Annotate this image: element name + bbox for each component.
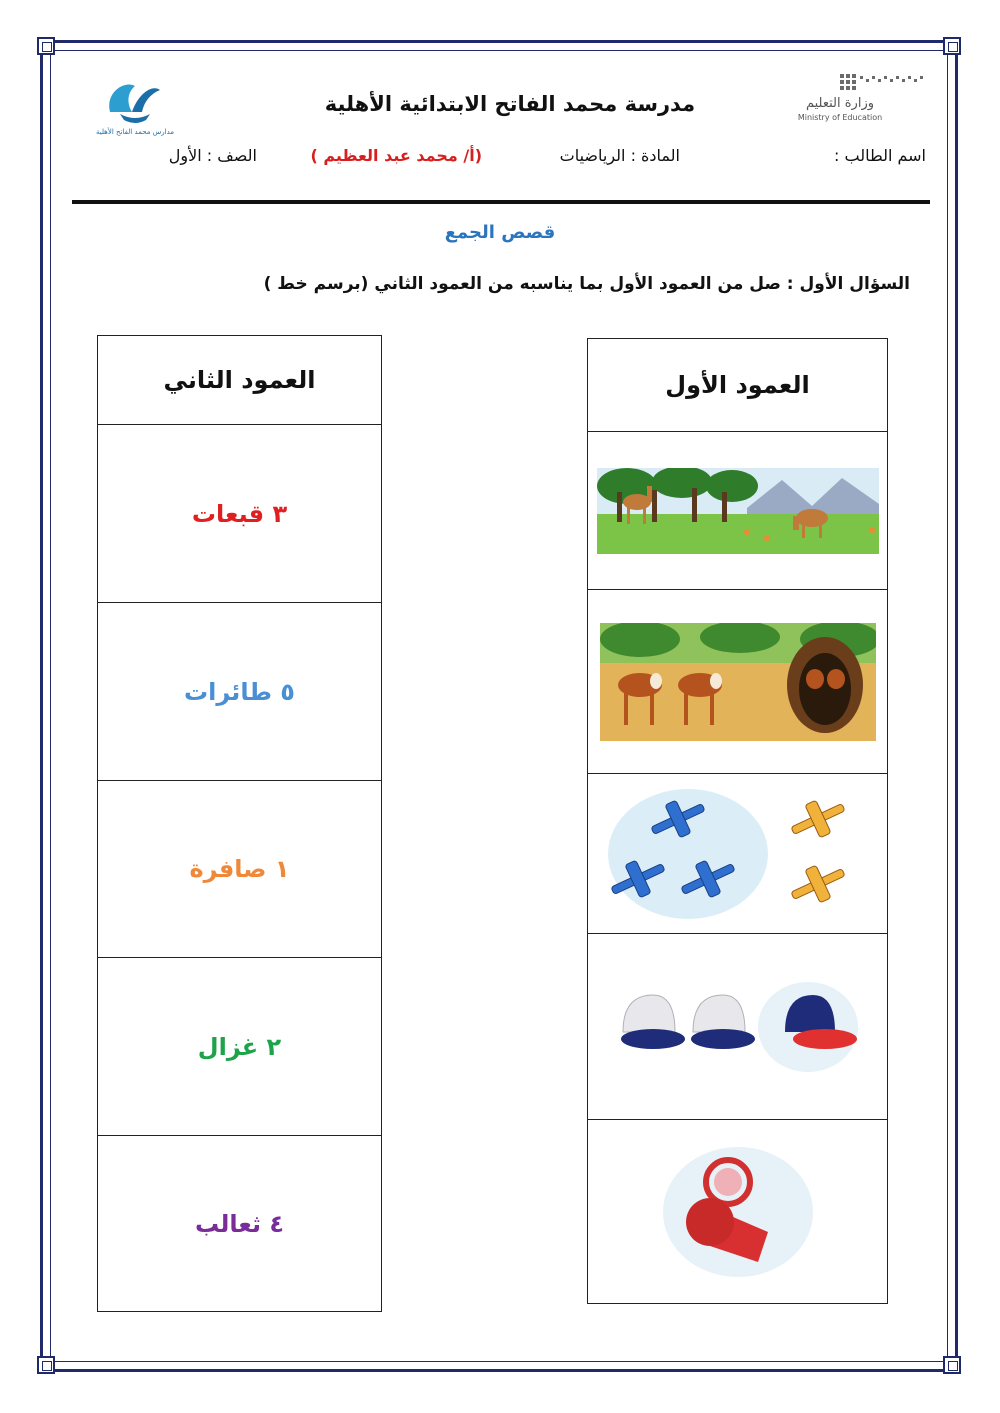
picture-cell[interactable]: [588, 933, 887, 1119]
column-two-title: العمود الثاني: [163, 366, 316, 394]
picture-cell[interactable]: [588, 773, 887, 933]
worksheet-title: قصص الجمع: [444, 222, 556, 243]
airplanes-image: [608, 784, 868, 924]
header-divider: [72, 200, 930, 204]
whistle-image: [658, 1142, 818, 1282]
ministry-logo: [790, 70, 930, 130]
corner-ornament: [37, 37, 55, 55]
grade-label: الصف : الأول: [168, 146, 257, 165]
picture-cell[interactable]: [588, 589, 887, 773]
caps-image: [613, 977, 863, 1077]
question-text: السؤال الأول : صل من العمود الأول بما يناسبه من العمود الثاني (برسم خط ): [263, 274, 910, 294]
column-one-title: العمود الأول: [665, 371, 810, 399]
student-name-label: اسم الطالب :: [834, 146, 926, 165]
answer-cell[interactable]: [98, 780, 381, 957]
answer-text: ٢ غزال: [197, 1032, 282, 1061]
answer-text: ١ صافرة: [189, 855, 290, 883]
column-one: [587, 338, 888, 1304]
answer-cell[interactable]: [98, 1135, 381, 1311]
school-logo: [80, 72, 190, 142]
column-two-header: [98, 336, 381, 424]
corner-ornament: [943, 1356, 961, 1374]
school-name: مدرسة محمد الفاتح الابتدائية الأهلية: [324, 92, 696, 116]
picture-cell[interactable]: [588, 1119, 887, 1303]
answer-cell[interactable]: [98, 424, 381, 602]
corner-ornament: [37, 1356, 55, 1374]
picture-cell[interactable]: [588, 431, 887, 589]
teacher-name: (أ/ محمد عبد العظيم ): [310, 146, 482, 165]
column-one-header: [588, 339, 887, 431]
answer-text: ٤ ثعالب: [195, 1209, 284, 1238]
answer-text: ٥ طائرات: [184, 677, 295, 706]
corner-ornament: [943, 37, 961, 55]
answer-cell[interactable]: [98, 957, 381, 1135]
ministry-name-ar: وزارة التعليم: [805, 96, 875, 111]
foxes-image: [600, 623, 876, 741]
answer-text: ٣ قبعات: [191, 499, 288, 528]
subject-label: المادة : الرياضيات: [559, 146, 680, 165]
ministry-name-en: Ministry of Education: [797, 113, 883, 122]
deer-image: [597, 468, 879, 554]
school-logo-icon: [80, 72, 190, 142]
answer-cell[interactable]: [98, 602, 381, 780]
svg-text:مدارس محمد الفاتح الأهلية: مدارس محمد الفاتح الأهلية: [96, 128, 174, 136]
column-two: [97, 335, 382, 1312]
